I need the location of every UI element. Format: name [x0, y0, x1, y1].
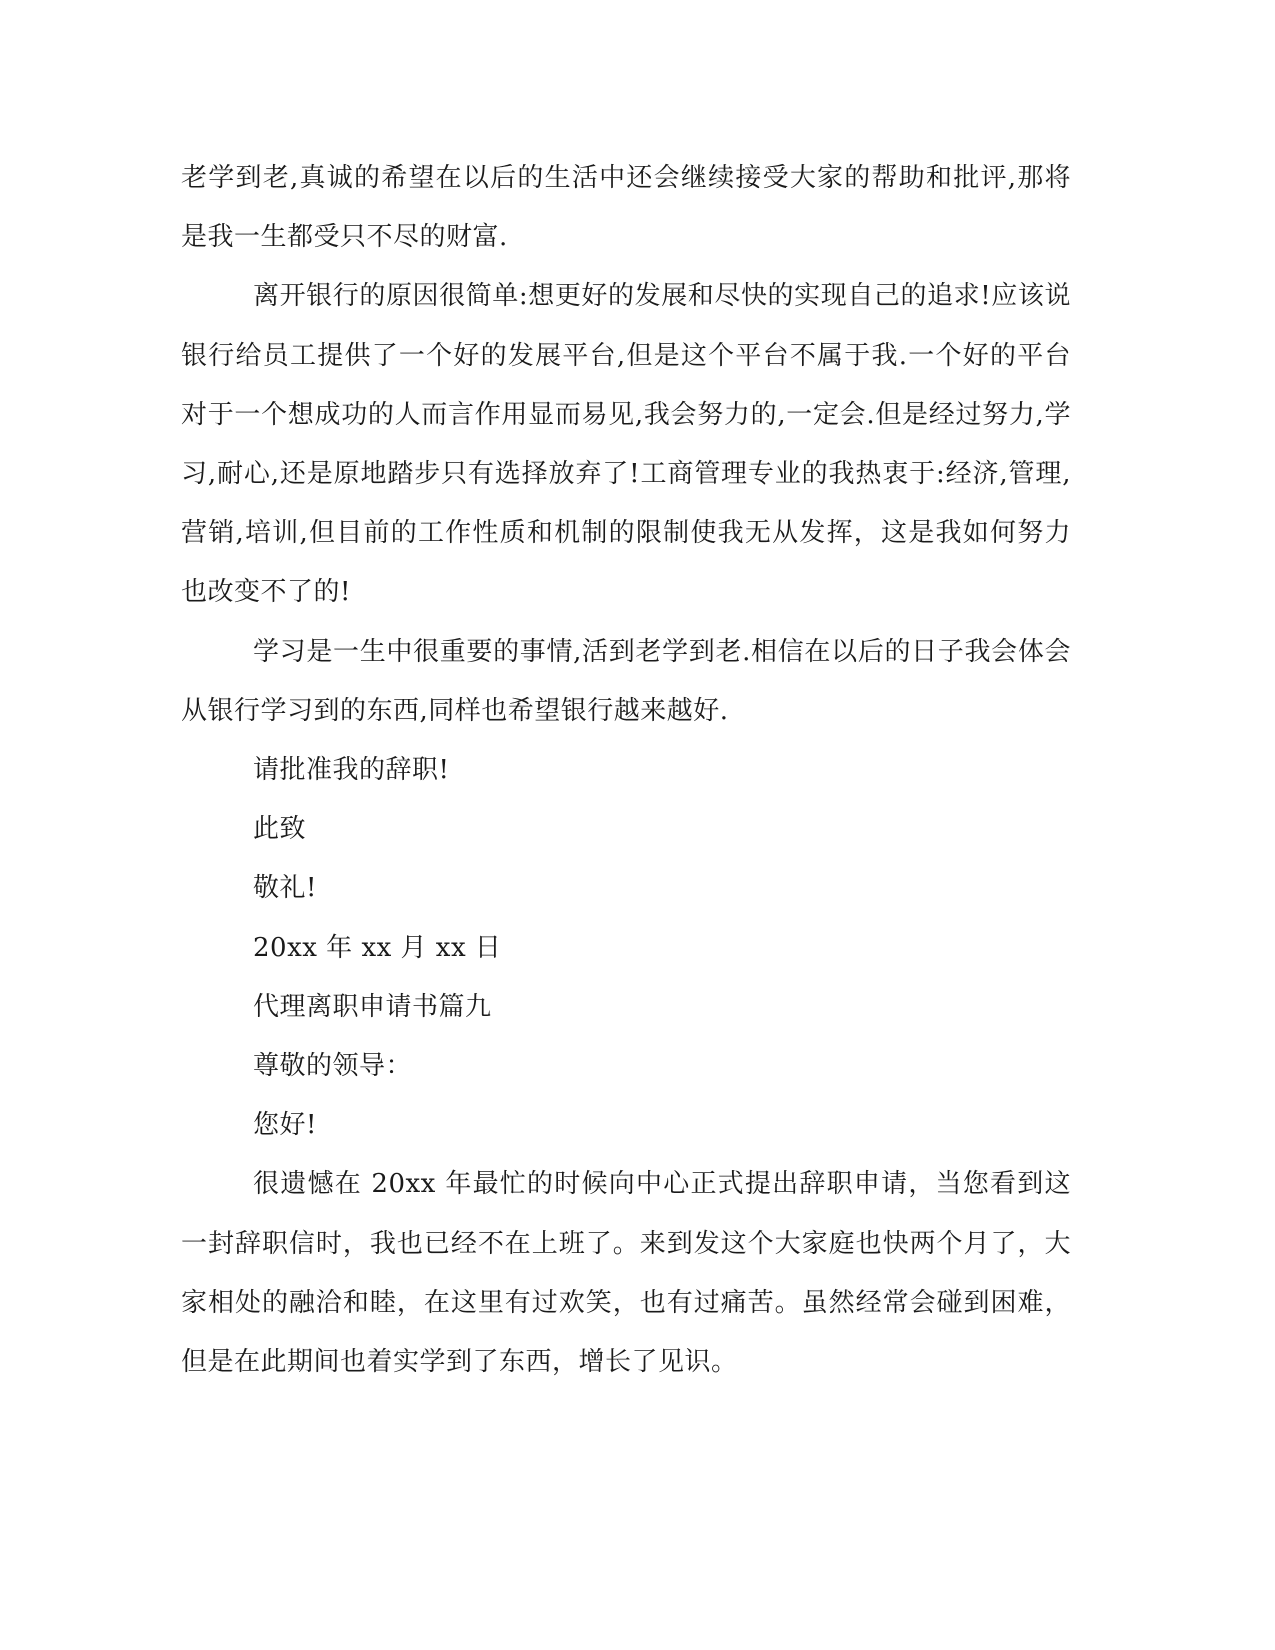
- closing-regards: 敬礼!: [253, 873, 317, 904]
- paragraph-learning: 学习是一生中很重要的事情,活到老学到老.相信在以后的日子我会体会从银行学习到的东西,同样也希望银行越来越好.: [181, 636, 1071, 726]
- paragraph-reason: 离开银行的原因很简单:想更好的发展和尽快的实现自己的追求!应该说银行给员工提供了一个好的发展平台,但是这个平台不属于我.一个好的平台对于一个想成功的人而言作用显而易见,我会努力的,一定会.但是经过努力,学习,耐心,还是原地踏步只有选择放弃了!工商管理专业的我热衷于:经济,管理,营销,培训,但目前的工作性质和机制的限制使我无从发挥，这是我如何努力也改变不了的!: [181, 281, 1071, 608]
- section-heading: 代理离职申请书篇九: [253, 991, 492, 1022]
- closing-salutation: 此致: [253, 814, 307, 845]
- greeting-addressee: 尊敬的领导：: [253, 1051, 413, 1082]
- document-body: [181, 149, 1071, 1392]
- greeting-hello: 您好!: [253, 1110, 317, 1141]
- paragraph-resignation: 很遗憾在 20xx 年最忙的时候向中心正式提出辞职申请，当您看到这一封辞职信时，我也已经不在上班了。来到发这个大家庭也快两个月了，大家相处的融洽和睦，在这里有过欢笑，也有过痛苦。虽然经常会碰到困难，但是在此期间也着实学到了东西，增长了见识。: [181, 1169, 1071, 1378]
- letter-date: 20xx 年 xx 月 xx 日: [253, 932, 502, 963]
- paragraph-continuation: 老学到老,真诚的希望在以后的生活中还会继续接受大家的帮助和批评,那将是我一生都受只不尽的财富.: [181, 163, 1071, 253]
- approval-request: 请批准我的辞职!: [253, 755, 450, 786]
